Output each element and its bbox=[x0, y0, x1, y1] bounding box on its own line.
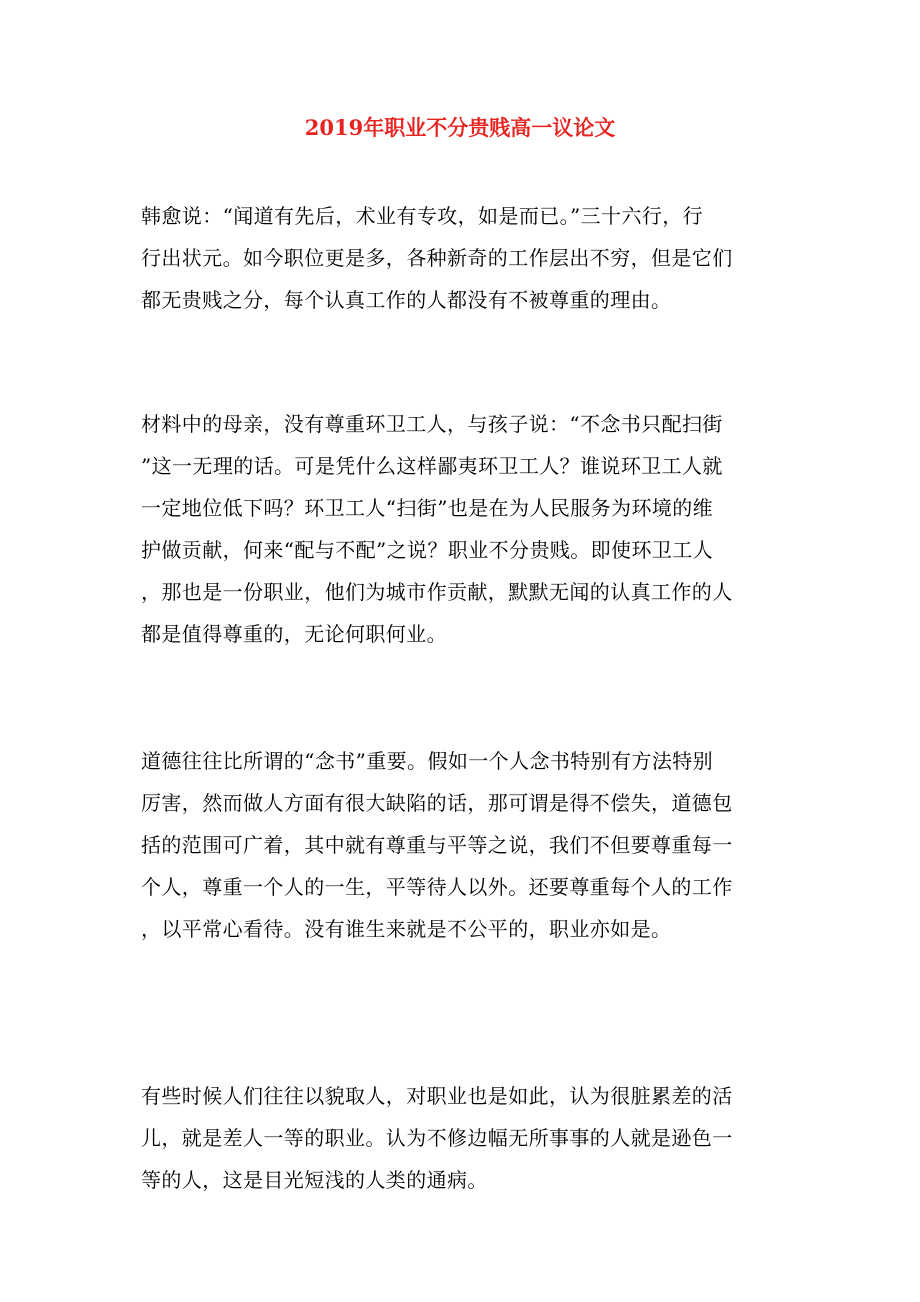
paragraph-line: 儿，就是差人一等的职业。认为不修边幅无所事事的人就是逊色一 bbox=[141, 1126, 733, 1150]
paragraph-line: ，以平常心看待。没有谁生来就是不公平的，职业亦如是。 bbox=[141, 917, 672, 941]
paragraph-line: 一定地位低下吗？环卫工人“扫街”也是在为人民服务为环境的维 bbox=[141, 496, 714, 520]
paragraph-line: 韩愈说：“闻道有先后，术业有专攻，如是而已。”三十六行，行 bbox=[141, 204, 704, 228]
paragraph-line: 行出状元。如今职位更是多，各种新奇的工作层出不穷，但是它们 bbox=[141, 246, 733, 270]
paragraph-line: ，那也是一份职业，他们为城市作贡献，默默无闻的认真工作的人 bbox=[141, 580, 733, 604]
paragraph-line: 都是值得尊重的，无论何职何业。 bbox=[141, 622, 447, 646]
document-title: 2019年职业不分贵贱高一议论文 bbox=[304, 115, 616, 140]
paragraph-1 bbox=[141, 195, 781, 321]
paragraph-4 bbox=[141, 1075, 781, 1201]
paragraph-line: 等的人，这是目光短浅的人类的通病。 bbox=[141, 1168, 488, 1192]
paragraph-line: 都无贵贱之分，每个认真工作的人都没有不被尊重的理由。 bbox=[141, 288, 672, 312]
paragraph-2 bbox=[141, 403, 781, 655]
paragraph-line: 材料中的母亲，没有尊重环卫工人，与孩子说：“不念书只配扫街 bbox=[141, 412, 723, 436]
paragraph-line: 括的范围可广着，其中就有尊重与平等之说，我们不但要尊重每一 bbox=[141, 833, 733, 857]
paragraph-line: 有些时候人们往往以貌取人，对职业也是如此，认为很脏累差的活 bbox=[141, 1084, 733, 1108]
paragraph-line: ”这一无理的话。可是凭什么这样鄙夷环卫工人？谁说环卫工人就 bbox=[141, 454, 723, 478]
paragraph-3 bbox=[141, 740, 781, 950]
paragraph-line: 个人，尊重一个人的一生，平等待人以外。还要尊重每个人的工作 bbox=[141, 875, 733, 899]
paragraph-line: 道德往往比所谓的“念书”重要。假如一个人念书特别有方法特别 bbox=[141, 749, 714, 773]
paragraph-line: 厉害，然而做人方面有很大缺陷的话，那可谓是得不偿失，道德包 bbox=[141, 791, 733, 815]
paragraph-line: 护做贡献，何来“配与不配”之说？职业不分贵贱。即使环卫工人 bbox=[141, 538, 714, 562]
